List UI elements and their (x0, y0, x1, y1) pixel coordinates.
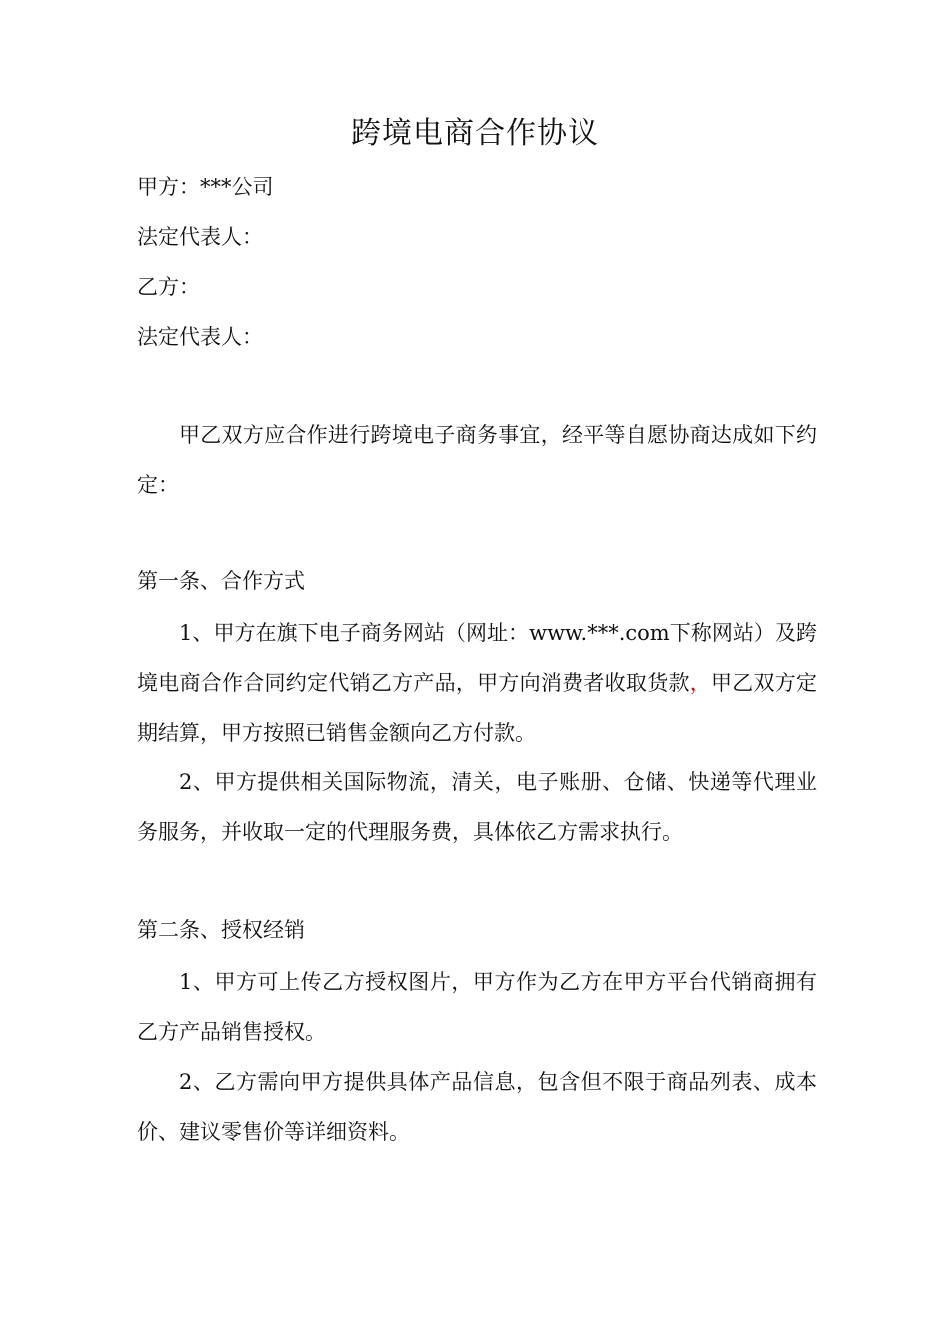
article-1-clause-1 (137, 608, 817, 758)
article-2-clause-2: 2、乙方需向甲方提供具体产品信息，包含但不限于商品列表、成本价、建议零售价等详细资料。 (137, 1070, 817, 1144)
document-title: 跨境电商合作协议 (351, 116, 599, 151)
intro-paragraph: 甲乙双方应合作进行跨境电子商务事宜，经平等自愿协商达成如下约定： (137, 423, 817, 497)
article-2-clause-1: 1、甲方可上传乙方授权图片，甲方作为乙方在甲方平台代销商拥有乙方产品销售授权。 (137, 970, 817, 1044)
article-1-clause-2: 2、甲方提供相关国际物流，清关，电子账册、仓储、快递等代理业务服务，并收取一定的代理服务费，具体依乙方需求执行。 (137, 770, 817, 844)
article-1-heading: 第一条、合作方式 (137, 569, 305, 593)
party-b-line: 乙方： (137, 275, 200, 299)
party-b-representative: 法定代表人： (137, 325, 263, 349)
highlighted-comma: ， (689, 671, 711, 695)
article-1-clause-1-text-a: 1、甲方在旗下电子商务网站（网址：www.***.com下称网站）及跨境电商合作合同约定代销乙方产品，甲方向消费者收取货款 (137, 621, 817, 695)
party-a-line: 甲方：***公司 (137, 175, 274, 199)
article-1-clause-1-text-b: 甲乙双方定期结算，甲方按照已销售金额向乙方付款。 (137, 671, 818, 745)
article-2-heading: 第二条、授权经销 (137, 918, 305, 942)
party-a-representative: 法定代表人： (137, 225, 263, 249)
